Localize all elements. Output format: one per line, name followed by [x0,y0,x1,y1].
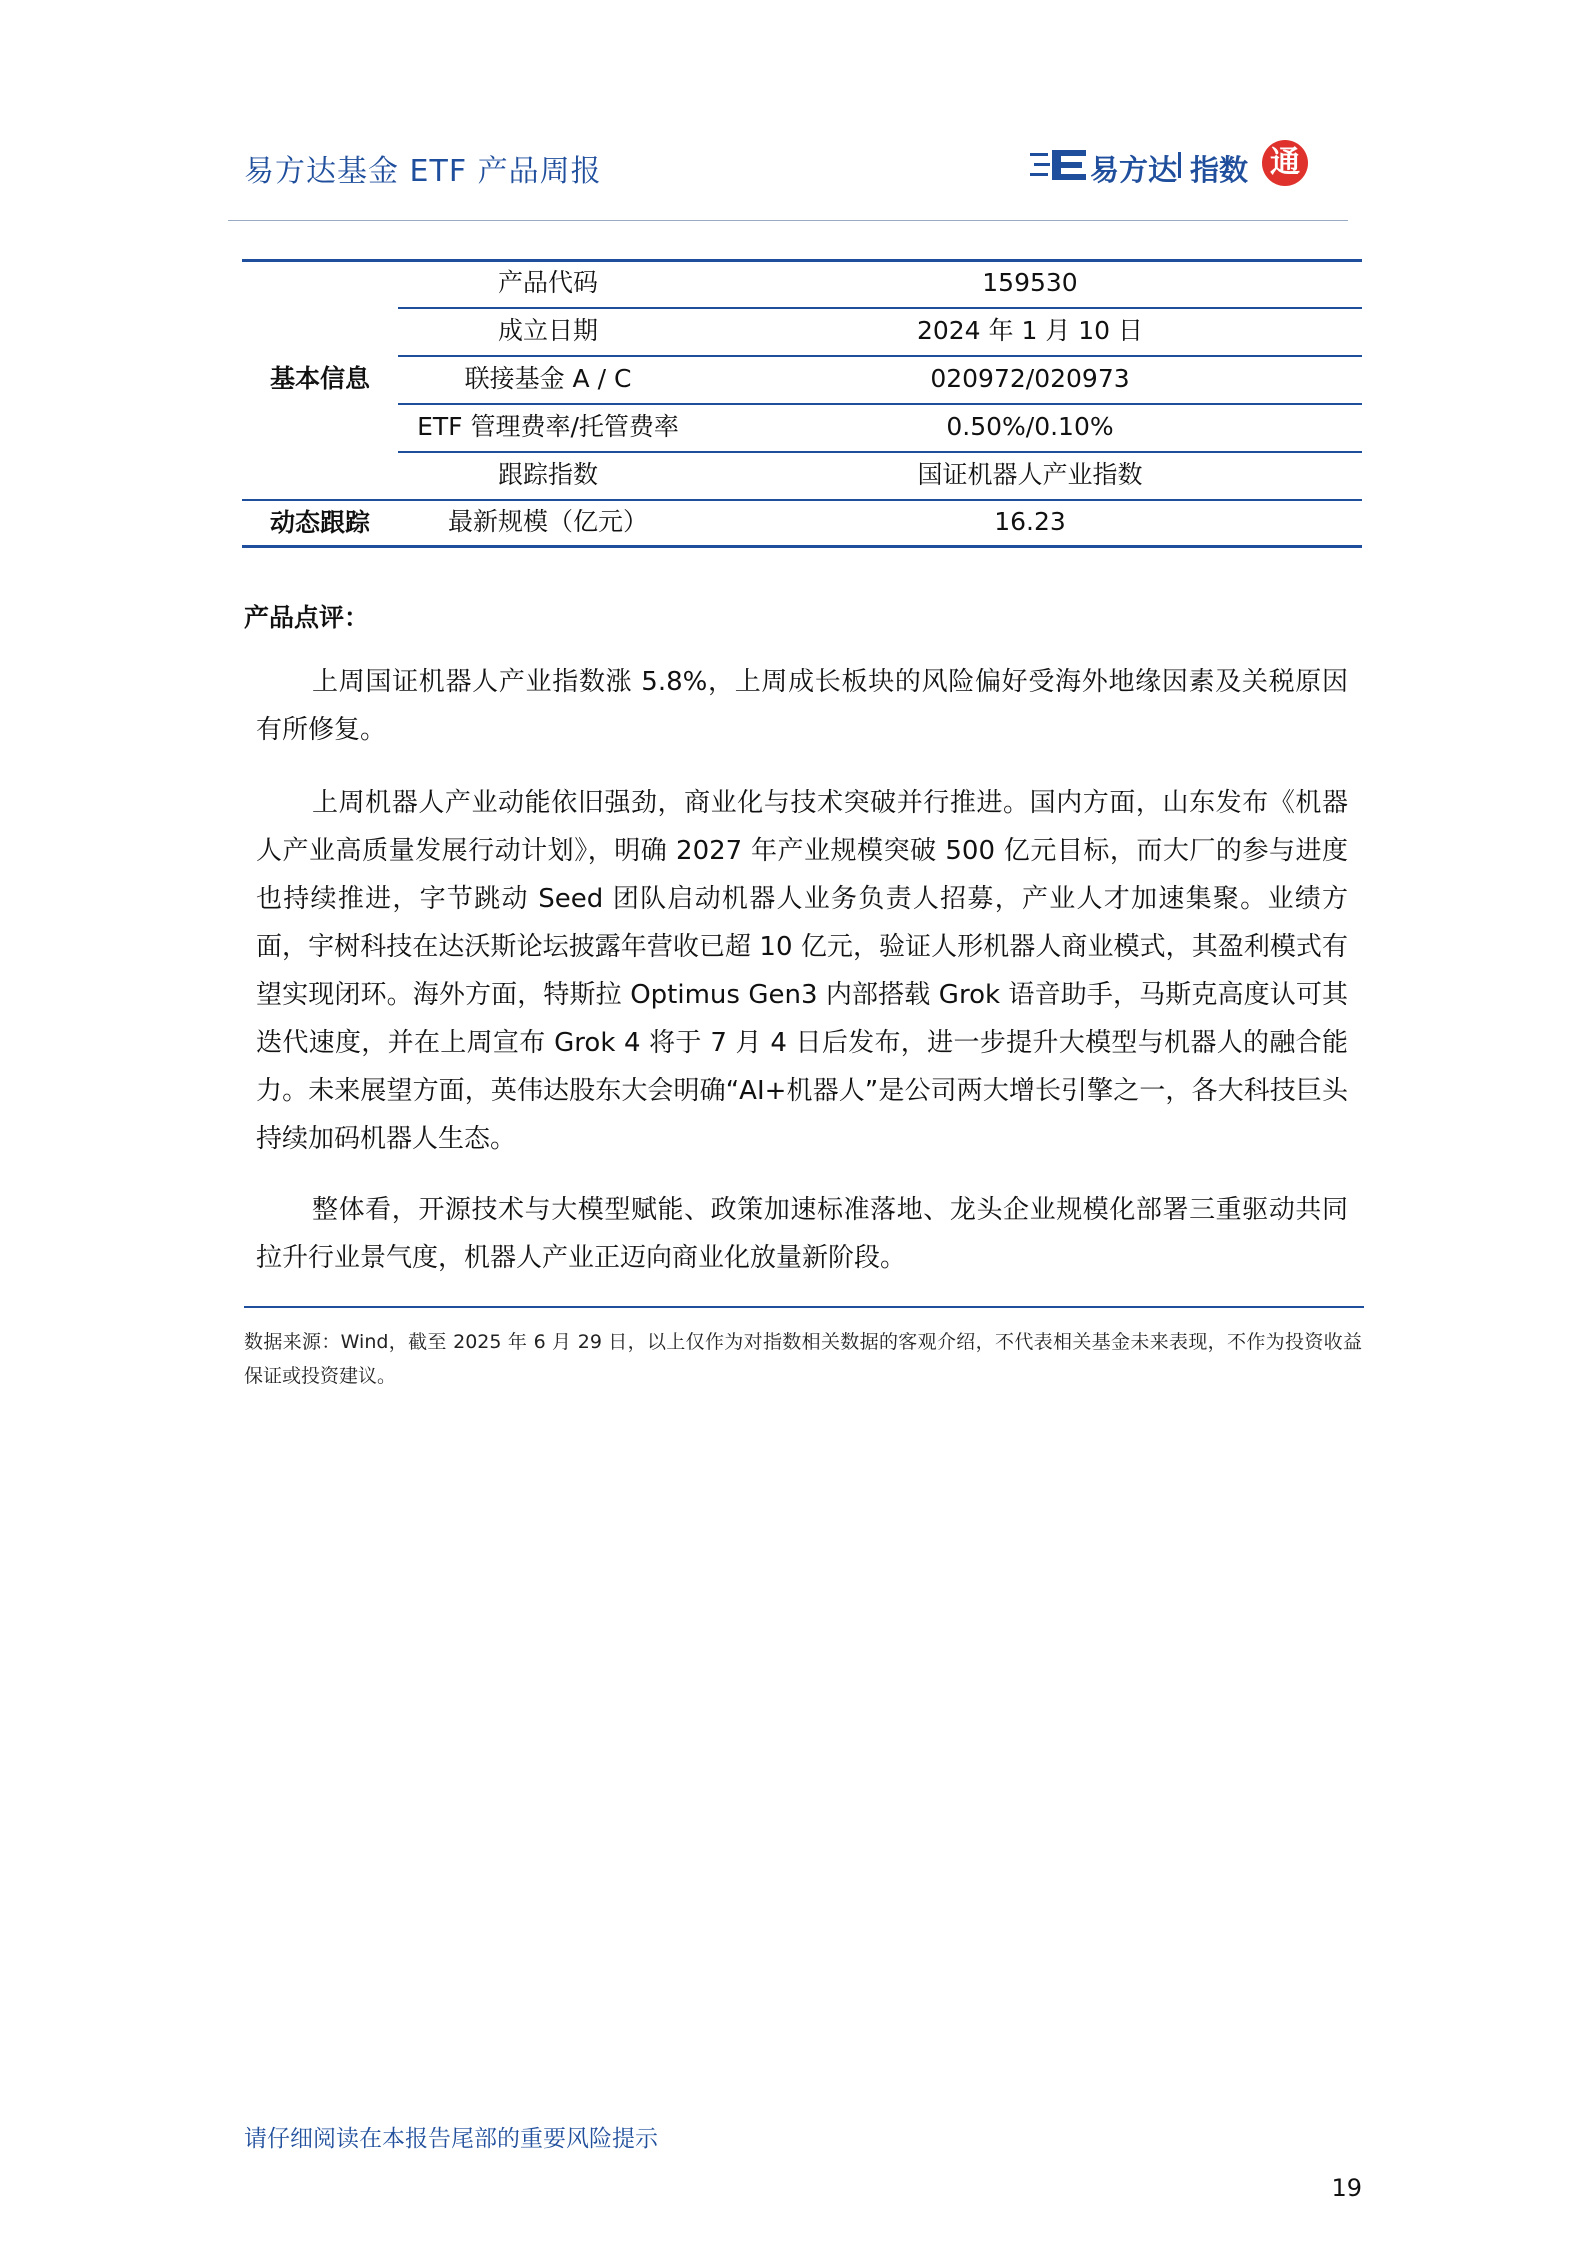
header-divider [228,220,1348,221]
data-source-note: 数据来源：Wind，截至 2025 年 6 月 29 日，以上仅作为对指数相关数据的客观介绍，不代表相关基金未来表现，不作为投资收益保证或投资建议。 [244,1331,1363,1387]
table-bottom-rule [242,545,1362,548]
risk-notice: 请仔细阅读在本报告尾部的重要风险提示 [244,2126,658,2152]
brand-e-icon [1030,150,1088,180]
logo-divider [1178,152,1181,178]
review-paragraph: 上周机器人产业动能依旧强劲，商业化与技术突破并行推进。国内方面，山东发布《机器人产业高质量发展行动计划》，明确 2027 年产业规模突破 500 亿元目标，而大厂的参与进度也持续推进，字节跳动 Seed 团队启动机器人业务负责人招募，产业人才加速集聚。业绩方面，宇树科技在达沃斯论坛披露年营收已超 10 亿元，验证人形机器人商业模式，其盈利模式有望实现闭环。海外方面，特斯拉 Optimus Gen3 内部搭载 Grok 语音助手，马斯克高度认可其迭代速度，并在上周宣布 Grok 4 将于 7 月 4 日后发布，进一步提升大模型与机器人的融合能力。未来展望方面，英伟达股东大会明确“AI+机器人”是公司两大增长引擎之一，各大科技巨头持续加码机器人生态。 [256,788,1348,1154]
review-paragraph: 上周国证机器人产业指数涨 5.8%，上周成长板块的风险偏好受海外地缘因素及关税原因有所修复。 [256,667,1348,745]
table-cell-label: ETF 管理费率/托管费率 [417,412,679,441]
report-title: 易方达基金 ETF 产品周报 [244,154,602,189]
table-group-label: 基本信息 [269,364,370,393]
table-cell-value: 16.23 [994,507,1066,536]
table-cell-label: 产品代码 [497,268,598,297]
source-divider [244,1306,1364,1308]
table-cell-value: 159530 [982,268,1078,297]
page-number: 19 [1331,2174,1362,2202]
table-cell-value: 2024 年 1 月 10 日 [916,316,1144,345]
brand-sub: 指数 [1190,153,1249,187]
review-heading: 产品点评： [244,603,370,632]
seal-icon: 通 [1262,140,1308,186]
table-cell-label: 联接基金 A / C [464,364,632,393]
table-group-label: 动态跟踪 [269,508,370,537]
table-cell-label: 跟踪指数 [497,460,598,489]
table-cell-value: 020972/020973 [930,364,1130,393]
review-paragraph: 整体看，开源技术与大模型赋能、政策加速标准落地、龙头企业规模化部署三重驱动共同拉升行业景气度，机器人产业正迈向商业化放量新阶段。 [256,1195,1348,1273]
brand-name: 易方达 [1090,153,1178,187]
brand-logo [1030,138,1310,194]
table-cell-value: 0.50%/0.10% [946,412,1114,441]
fund-info-table [242,259,1362,547]
table-cell-label: 最新规模（亿元） [447,507,648,536]
table-cell-label: 成立日期 [497,316,598,345]
table-cell-value: 国证机器人产业指数 [917,460,1143,489]
